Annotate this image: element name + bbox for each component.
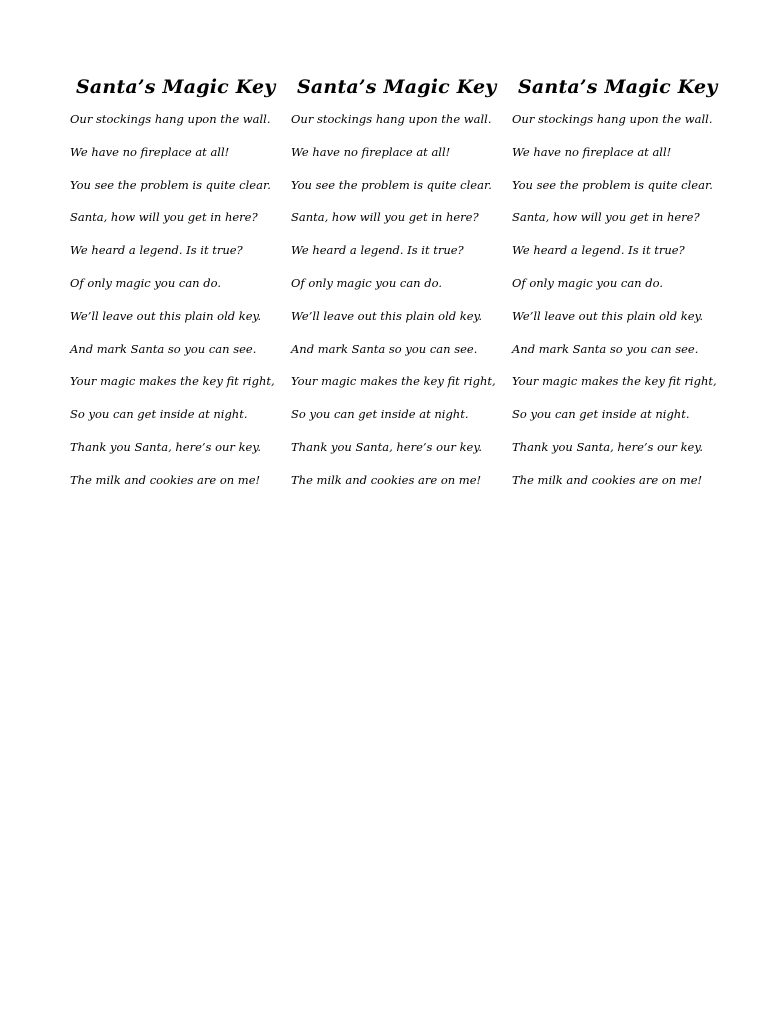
poem-line: Thank you Santa, here’s our key.	[291, 439, 482, 454]
poem-line: Of only magic you can do.	[291, 275, 442, 290]
poem-line: Our stockings hang upon the wall.	[512, 112, 713, 126]
poem-line: You see the problem is quite clear.	[512, 177, 713, 192]
poem-line: So you can get inside at night.	[291, 407, 469, 422]
poem-line: We have no fireplace at all!	[291, 144, 451, 159]
poem-line: The milk and cookies are on me!	[512, 472, 703, 487]
poem-line: Santa, how will you get in here?	[70, 210, 258, 225]
poem-title: Santa’s Magic Key	[518, 76, 718, 98]
poem-line: The milk and cookies are on me!	[291, 472, 482, 487]
poem-line: And mark Santa so you can see.	[70, 341, 257, 356]
poem-title: Santa’s Magic Key	[76, 76, 276, 98]
poem-line: You see the problem is quite clear.	[291, 177, 492, 192]
poem-lines	[291, 109, 506, 503]
poem-line: Your magic makes the key fit right,	[291, 374, 496, 389]
poem-line: Of only magic you can do.	[512, 275, 663, 290]
poem-line: You see the problem is quite clear.	[70, 177, 271, 192]
poem-line: We heard a legend. Is it true?	[291, 243, 464, 258]
poem-line: So you can get inside at night.	[512, 407, 690, 422]
poem-line: Your magic makes the key fit right,	[512, 374, 717, 389]
poem-line: We have no fireplace at all!	[512, 144, 672, 159]
poem-line: Your magic makes the key fit right,	[70, 374, 275, 389]
poem-line: We’ll leave out this plain old key.	[291, 308, 483, 323]
poem-line: Of only magic you can do.	[70, 275, 221, 290]
poem-line: We’ll leave out this plain old key.	[70, 308, 262, 323]
poem-column-1	[70, 70, 285, 503]
poem-line: Thank you Santa, here’s our key.	[70, 439, 261, 454]
poem-line: And mark Santa so you can see.	[512, 341, 699, 356]
poem-line: Santa, how will you get in here?	[291, 210, 479, 225]
poem-line: We’ll leave out this plain old key.	[512, 308, 704, 323]
poem-line: We heard a legend. Is it true?	[512, 243, 685, 258]
poem-line: So you can get inside at night.	[70, 407, 248, 422]
poem-line: And mark Santa so you can see.	[291, 341, 478, 356]
poem-column-3	[512, 70, 727, 503]
poem-line: We have no fireplace at all!	[70, 144, 230, 159]
poem-line: Our stockings hang upon the wall.	[70, 112, 271, 126]
poem-lines	[512, 109, 727, 503]
poem-line: Our stockings hang upon the wall.	[291, 112, 492, 126]
poem-line: We heard a legend. Is it true?	[70, 243, 243, 258]
poem-lines	[70, 109, 285, 503]
poem-line: Santa, how will you get in here?	[512, 210, 700, 225]
poem-column-2	[291, 70, 506, 503]
poem-line: The milk and cookies are on me!	[70, 472, 261, 487]
poem-title: Santa’s Magic Key	[297, 76, 497, 98]
poem-line: Thank you Santa, here’s our key.	[512, 439, 703, 454]
